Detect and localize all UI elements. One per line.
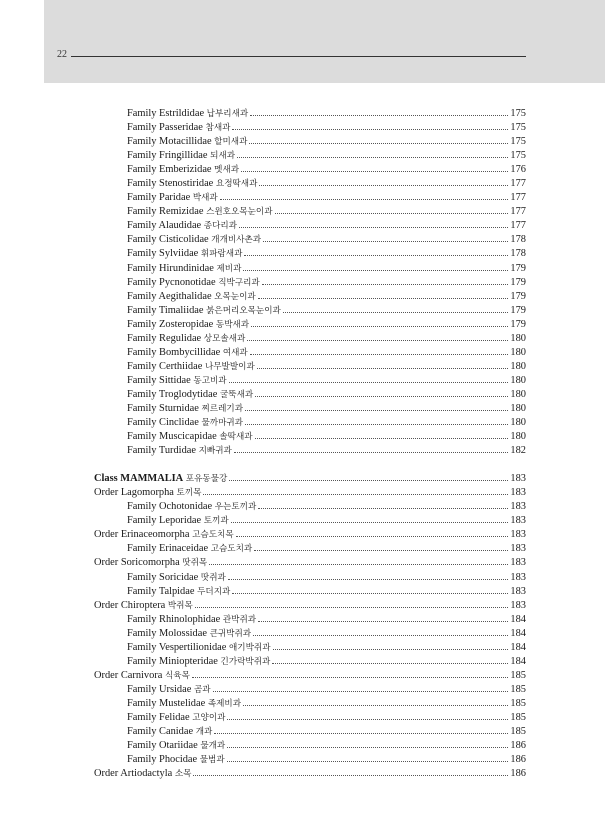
toc-entry-label [127,149,235,163]
toc-entry-scientific-name: Family Leporidae [127,515,202,527]
toc-entry-label [127,613,256,627]
toc-entry-label [127,739,225,753]
toc-entry-page-number: 180 [510,417,526,429]
toc-entry-page-number: 178 [510,234,526,246]
dot-leader [251,326,508,327]
toc-entry-scientific-name: Family Paridae [127,192,191,204]
toc-entry-page-number: 177 [510,192,526,204]
toc-entry-scientific-name: Class MAMMALIA [94,473,184,485]
toc-entry-label [127,697,241,711]
toc-entry-scientific-name: Family Stenostiridae [127,178,214,190]
toc-entry-page-number: 183 [510,473,526,485]
toc-entry-korean-name: 개개비사촌과 [211,235,262,246]
toc-entry[interactable] [94,683,526,697]
toc-entry-korean-name: 땃쥐목 [182,558,208,569]
toc-entry-label [127,135,247,149]
page-header [44,0,605,83]
toc-entry-label [94,472,227,486]
toc-entry-korean-name: 긴가락박쥐과 [220,656,271,667]
toc-entry[interactable] [94,556,526,570]
toc-entry[interactable] [94,318,526,332]
toc-entry[interactable] [94,486,526,500]
toc-entry-scientific-name: Family Sturnidae [127,402,199,414]
toc-entry[interactable] [94,571,526,585]
dot-leader [263,241,508,242]
toc-entry-scientific-name: Order Erinaceomorpha [94,529,190,541]
toc-entry[interactable] [94,472,526,486]
toc-entry-korean-name: 붉은머리오목눈이과 [206,305,281,316]
toc-entry[interactable] [94,290,526,304]
toc-entry[interactable] [94,585,526,599]
toc-entry-label [127,585,230,599]
dot-leader [257,368,509,369]
toc-entry-label [127,346,248,360]
dot-leader [262,284,509,285]
dot-leader [244,255,508,256]
toc-entry[interactable] [94,233,526,247]
toc-entry-scientific-name: Family Motacillidae [127,136,212,148]
toc-entry-scientific-name: Family Vespertilionidae [127,641,227,653]
toc-entry-page-number: 177 [510,206,526,218]
toc-entry[interactable] [94,304,526,318]
dot-leader [209,564,508,565]
toc-entry-korean-name: 족제비과 [207,698,242,709]
toc-entry-scientific-name: Family Erinaceidae [127,543,209,555]
toc-entry-label [127,360,255,374]
toc-entry[interactable] [94,346,526,360]
toc-entry-korean-name: 큰귀박쥐과 [209,628,252,639]
toc-entry[interactable] [94,276,526,290]
toc-entry-korean-name: 납부리새과 [206,109,249,119]
toc-entry-korean-name: 종다리과 [203,221,237,232]
dot-leader [250,115,508,116]
dot-leader [250,354,509,355]
toc-entry-scientific-name: Family Sylviidae [127,248,199,260]
toc-entry-scientific-name: Family Cinclidae [127,417,199,429]
toc-entry-korean-name: 개과 [195,727,213,738]
toc-entry-korean-name: 물개과 [200,741,226,752]
toc-entry[interactable] [94,247,526,261]
toc-entry-page-number: 183 [510,515,526,527]
toc-entry-label [127,262,241,276]
toc-entry-scientific-name: Family Miniopteridae [127,655,218,667]
toc-entry-page-number: 185 [510,726,526,738]
toc-entry[interactable] [94,374,526,388]
toc-entry-korean-name: 박쥐목 [167,600,193,611]
toc-entry-scientific-name: Family Remizidae [127,206,204,218]
toc-entry-page-number: 186 [510,754,526,766]
dot-leader [214,733,508,734]
toc-entry-scientific-name: Family Hirundinidae [127,262,214,274]
toc-entry-korean-name: 토끼목 [176,488,202,499]
toc-entry-korean-name: 여새과 [222,347,248,358]
toc-entry-korean-name: 휘파람새과 [200,249,243,260]
dot-leader [234,452,509,453]
toc-entry-page-number: 183 [510,543,526,555]
toc-entry-page-number: 184 [510,627,526,639]
toc-entry-korean-name: 직박구리과 [218,277,260,288]
toc-entry-page-number: 184 [510,613,526,625]
toc-entry-korean-name: 땃쥐과 [200,572,226,583]
toc-entry-scientific-name: Family Turdidae [127,445,196,457]
toc-entry-page-number: 183 [510,557,526,569]
dot-leader [213,691,509,692]
toc-entry-scientific-name: Family Mustelidae [127,697,206,709]
toc-entry-label [127,542,252,556]
page-number: 22 [57,49,67,60]
dot-leader [232,129,508,130]
toc-entry-korean-name: 지빠귀과 [198,446,232,457]
toc-entry-label [127,683,211,697]
dot-leader [195,607,509,608]
toc-entry-page-number: 177 [510,178,526,190]
dot-leader [259,185,508,186]
toc-entry[interactable] [94,641,526,655]
dot-leader [237,157,508,158]
toc-entry-korean-name: 관박쥐과 [222,614,257,625]
toc-entry-scientific-name: Family Regulidae [127,332,202,344]
toc-entry-label [127,247,242,261]
toc-entry-scientific-name: Family Timaliidae [127,304,204,316]
toc-entry[interactable] [94,697,526,711]
toc-entry-korean-name: 솔딱새과 [219,432,253,443]
dot-leader [229,480,508,481]
toc-entry-korean-name: 포유동물강 [185,474,228,485]
toc-entry[interactable] [94,416,526,430]
toc-entry-korean-name: 식육목 [165,670,190,681]
toc-entry-label [94,669,190,683]
dot-leader [245,410,508,411]
toc-entry-label [127,318,249,332]
toc-entry-label [127,121,230,135]
dot-leader [228,579,509,580]
dot-leader [227,719,508,720]
toc-entry[interactable] [94,163,526,177]
dot-leader [254,550,508,551]
toc-entry-scientific-name: Family Bombycillidae [127,346,221,358]
toc-entry-page-number: 176 [510,164,526,176]
toc-entry-page-number: 183 [510,501,526,513]
toc-entry-page-number: 180 [510,431,526,443]
dot-leader [258,621,508,622]
toc-entry-scientific-name: Family Rhinolophidae [127,613,221,625]
dot-leader [239,227,508,228]
dot-leader [258,298,509,299]
dot-leader [247,340,508,341]
toc-entry-page-number: 175 [510,150,526,162]
toc-entry-scientific-name: Order Lagomorpha [94,487,174,499]
toc-entry-korean-name: 스윈호오목눈이과 [206,207,273,218]
toc-entry-page-number: 183 [510,487,526,499]
dot-leader [227,761,509,762]
toc-entry-label [127,641,271,655]
toc-entry-label [127,416,243,430]
toc-entry[interactable] [94,149,526,163]
toc-entry-page-number: 177 [510,220,526,232]
toc-entry-korean-name: 박새과 [192,193,218,204]
toc-entry-korean-name: 굴뚝새과 [219,389,254,400]
toc-entry[interactable] [94,767,526,781]
toc-entry-scientific-name: Family Talpidae [127,585,195,597]
toc-entry-label [127,388,253,402]
toc-entry-page-number: 183 [510,529,526,541]
toc-entry-scientific-name: Family Aegithalidae [127,290,212,302]
toc-entry[interactable] [94,262,526,276]
toc-entry[interactable] [94,753,526,767]
dot-leader [232,593,508,594]
toc-entry-page-number: 185 [510,683,526,695]
toc-entry-label [127,163,239,177]
toc-entry-scientific-name: Family Cisticolidae [127,234,209,246]
toc-entry-korean-name: 물범과 [199,755,225,766]
toc-entry-korean-name: 요정딱새과 [215,179,258,190]
toc-entry-page-number: 175 [510,136,526,148]
toc-entry-page-number: 175 [510,122,526,134]
toc-entry-scientific-name: Order Chiroptera [94,599,166,611]
dot-leader [243,270,508,271]
toc-entry-label [127,655,270,669]
dot-leader [203,494,508,495]
toc-entry-label [127,514,229,528]
toc-entry-page-number: 180 [510,332,526,344]
toc-entry-scientific-name: Family Sittidae [127,374,191,386]
toc-entry-label [94,486,201,500]
toc-entry-label [127,500,256,514]
toc-entry-page-number: 180 [510,360,526,372]
dot-leader [255,396,508,397]
toc-entry-scientific-name: Family Felidae [127,711,190,723]
toc-entry-korean-name: 고양이과 [192,712,226,723]
toc-entry-label [127,304,281,318]
toc-entry-korean-name: 찌르레기과 [201,403,243,414]
dot-leader [253,635,508,636]
toc-entry[interactable] [94,599,526,613]
dot-leader [193,775,508,776]
toc-entry-label [127,374,227,388]
dot-leader [227,747,508,748]
toc-entry-page-number: 178 [510,248,526,260]
toc-entry-label [94,528,234,542]
toc-entry-korean-name: 상모솔새과 [203,333,246,344]
toc-entry[interactable] [94,177,526,191]
dot-leader [255,438,509,439]
toc-entry-scientific-name: Family Alaudidae [127,220,202,232]
toc-entry-page-number: 180 [510,374,526,386]
toc-entry-page-number: 180 [510,388,526,400]
toc-entry-scientific-name: Family Fringillidae [127,150,208,162]
toc-entry-page-number: 179 [510,262,526,274]
toc-entry[interactable] [94,107,526,121]
toc-entry-scientific-name: Order Carnivora [94,669,163,681]
toc-entry-label [127,205,273,219]
dot-leader [229,382,509,383]
toc-entry[interactable] [94,121,526,135]
toc-entry-korean-name: 되새과 [210,151,236,162]
toc-entry-page-number: 186 [510,768,526,780]
toc-entry-label [127,290,256,304]
toc-entry-label [127,725,212,739]
toc-entry-korean-name: 고슴도치과 [210,544,253,555]
toc-entry-label [127,430,253,444]
dot-leader [283,312,509,313]
dot-leader [258,508,508,509]
toc-entry-label [127,219,237,233]
toc-entry[interactable] [94,528,526,542]
toc-entry-page-number: 185 [510,711,526,723]
toc-entry-page-number: 179 [510,290,526,302]
toc-entry-korean-name: 나무발발이과 [204,361,255,372]
toc-entry-label [127,627,251,641]
dot-leader [245,424,508,425]
dot-leader [275,213,509,214]
toc-entry-page-number: 175 [510,108,526,119]
toc-entry[interactable] [94,360,526,374]
toc-entry-label [127,276,260,290]
toc-entry-label [127,191,218,205]
toc-entry[interactable] [94,514,526,528]
toc-entry-korean-name: 애기박쥐과 [228,642,271,653]
toc-entry-scientific-name: Family Ochotonidae [127,501,213,513]
toc-entry[interactable] [94,655,526,669]
toc-entry-page-number: 179 [510,276,526,288]
toc-entry-korean-name: 고슴도치목 [192,530,234,541]
toc-entry-scientific-name: Family Canidae [127,726,194,738]
toc-entry[interactable] [94,669,526,683]
toc-entry[interactable] [94,542,526,556]
toc-entry-page-number: 182 [510,445,526,457]
toc-entry-korean-name: 소목 [174,769,192,780]
toc-entry-label [127,177,257,191]
toc-entry-scientific-name: Family Molossidae [127,627,207,639]
toc-entry-korean-name: 물까마귀과 [201,418,243,429]
toc-entry-korean-name: 곰과 [193,684,211,695]
toc-entry[interactable] [94,444,526,458]
toc-entry-page-number: 183 [510,599,526,611]
toc-entry-korean-name: 동박새과 [215,319,250,330]
toc-entry-scientific-name: Order Soricomorpha [94,557,180,569]
toc-entry[interactable] [94,711,526,725]
toc-entry[interactable] [94,430,526,444]
dot-leader [249,143,508,144]
toc-entry[interactable] [94,205,526,219]
toc-entry-korean-name: 우는토끼과 [214,502,257,513]
toc-entry-korean-name: 두더지과 [197,586,231,597]
toc-entry-label [127,571,226,585]
toc-entry-page-number: 183 [510,585,526,597]
table-of-contents [94,107,526,781]
header-rule [71,56,526,57]
toc-entry-scientific-name: Order Artiodactyla [94,768,173,780]
toc-entry-page-number: 180 [510,402,526,414]
toc-entry[interactable] [94,388,526,402]
toc-entry-scientific-name: Family Passeridae [127,122,203,134]
toc-entry[interactable] [94,135,526,149]
toc-entry-scientific-name: Family Otariidae [127,740,198,752]
toc-entry[interactable] [94,219,526,233]
toc-entry-scientific-name: Family Soricidae [127,571,199,583]
toc-entry[interactable] [94,725,526,739]
toc-entry-scientific-name: Family Zosteropidae [127,318,214,330]
toc-entry-scientific-name: Family Certhiidae [127,360,203,372]
toc-entry-scientific-name: Family Ursidae [127,683,192,695]
toc-entry-scientific-name: Family Muscicapidae [127,431,217,443]
toc-entry-korean-name: 동고비과 [193,375,227,386]
toc-entry-label [127,233,261,247]
toc-entry-korean-name: 오목눈이과 [214,291,256,302]
toc-entry-page-number: 186 [510,740,526,752]
toc-entry[interactable] [94,613,526,627]
dot-leader [220,199,509,200]
dot-leader [236,536,509,537]
toc-entry[interactable] [94,332,526,346]
toc-entry-page-number: 183 [510,571,526,583]
toc-entry[interactable] [94,627,526,641]
toc-entry[interactable] [94,739,526,753]
toc-entry-korean-name: 토끼과 [203,516,229,527]
dot-leader [231,522,509,523]
toc-entry-label [94,599,193,613]
toc-entry[interactable] [94,191,526,205]
toc-entry-scientific-name: Family Pycnonotidae [127,276,216,288]
toc-entry-scientific-name: Family Phocidae [127,754,198,766]
toc-entry-page-number: 185 [510,697,526,709]
toc-entry-scientific-name: Family Troglodytidae [127,388,218,400]
dot-leader [241,171,508,172]
toc-entry-page-number: 179 [510,318,526,330]
toc-entry-label [127,444,232,458]
toc-entry-label [127,753,225,767]
toc-entry-page-number: 179 [510,304,526,316]
toc-entry-scientific-name: Family Estrildidae [127,108,205,119]
toc-entry-page-number: 184 [510,655,526,667]
toc-entry[interactable] [94,500,526,514]
toc-entry-label [94,556,207,570]
toc-entry-label [127,402,243,416]
dot-leader [273,649,509,650]
toc-entry-korean-name: 멧새과 [214,165,240,176]
toc-entry-label [127,711,225,725]
toc-entry-page-number: 185 [510,669,526,681]
toc-entry-scientific-name: Family Emberizidae [127,164,212,176]
toc-entry-label [127,107,248,121]
dot-leader [272,663,508,664]
toc-entry-page-number: 180 [510,346,526,358]
toc-entry-page-number: 184 [510,641,526,653]
toc-entry-label [94,767,191,781]
toc-entry-label [127,332,245,346]
dot-leader [243,705,508,706]
toc-entry-korean-name: 참새과 [205,123,231,134]
dot-leader [192,677,509,678]
toc-entry-korean-name: 할미새과 [214,137,248,148]
toc-entry[interactable] [94,402,526,416]
toc-entry-korean-name: 제비과 [216,263,242,274]
